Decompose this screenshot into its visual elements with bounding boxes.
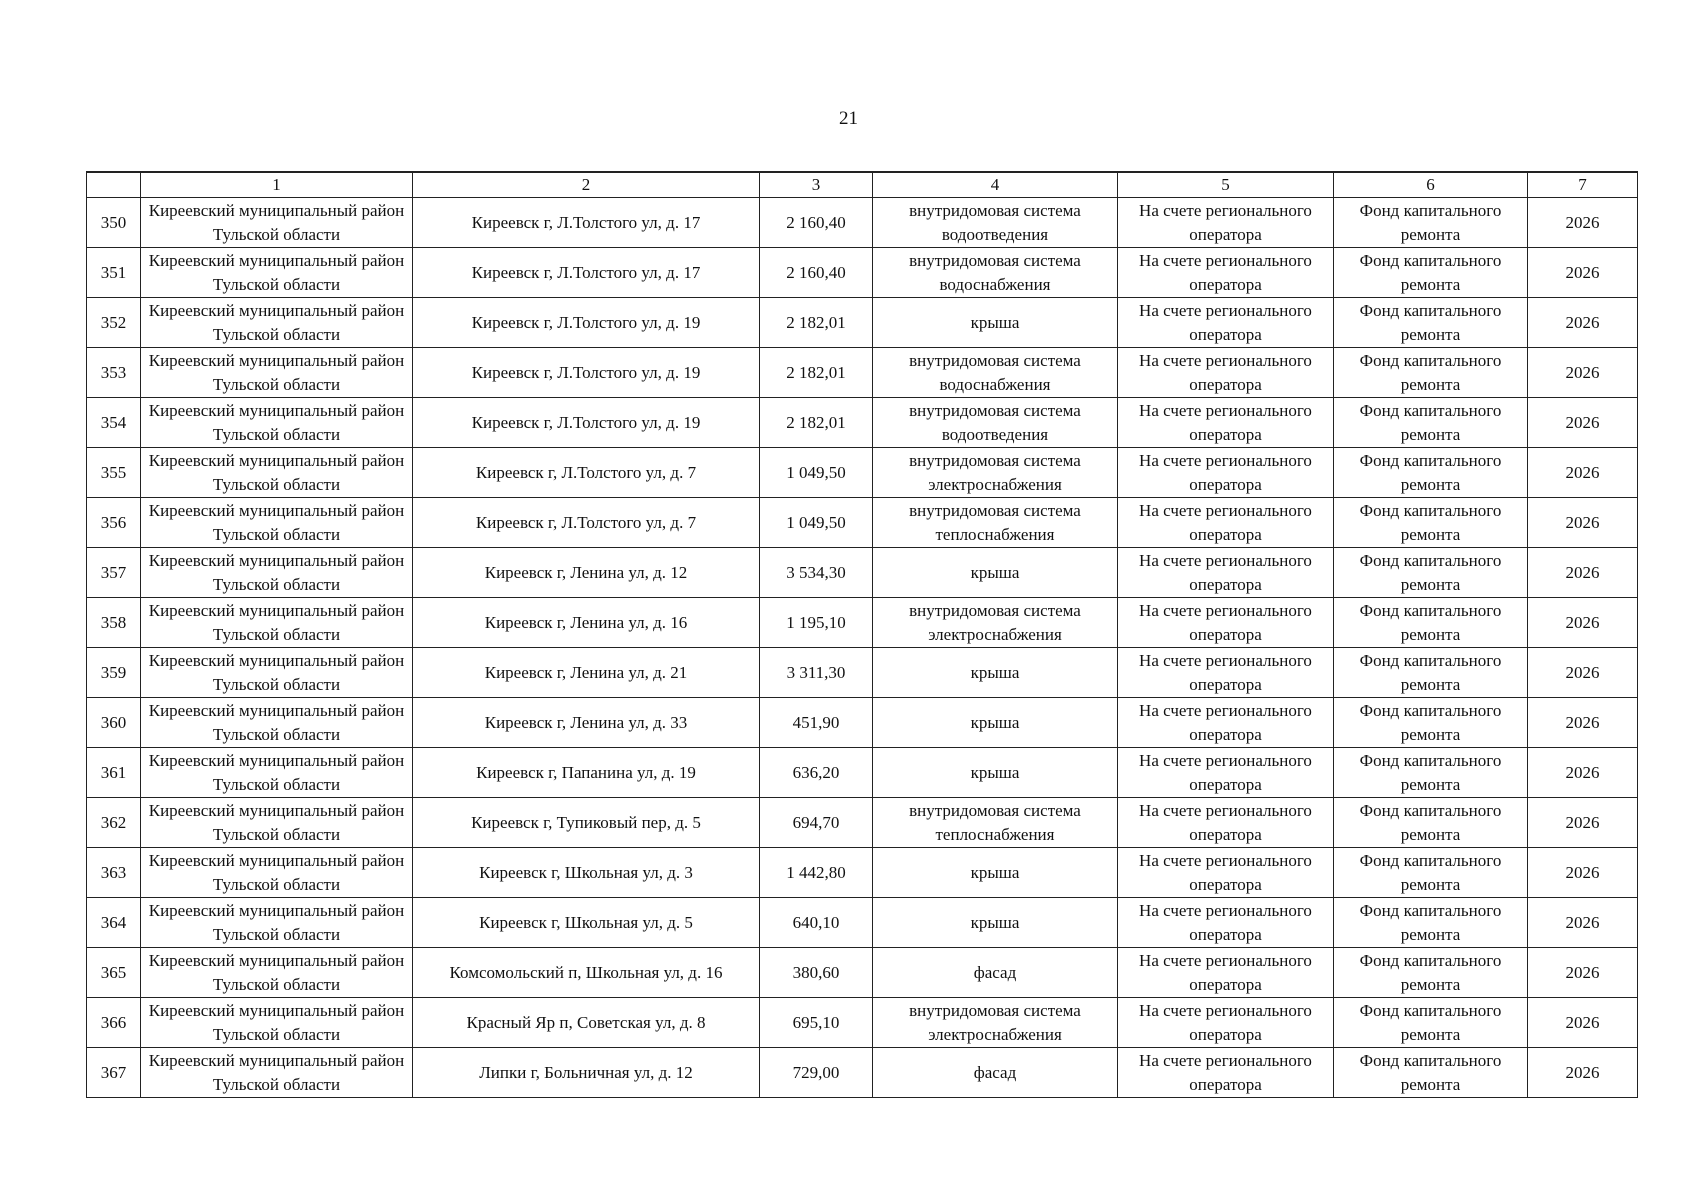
work-type-cell: внутридомовая система водоотведения <box>873 398 1118 448</box>
municipality-cell: Киреевский муниципальный район Тульской области <box>141 898 413 948</box>
work-type-cell: крыша <box>873 698 1118 748</box>
fund-account-cell: На счете регионального оператора <box>1118 498 1334 548</box>
table-row <box>87 698 1638 748</box>
row-number-cell: 352 <box>87 298 141 348</box>
municipality-cell: Киреевский муниципальный район Тульской области <box>141 198 413 248</box>
row-number-cell: 363 <box>87 848 141 898</box>
table-row <box>87 198 1638 248</box>
municipality-cell: Киреевский муниципальный район Тульской области <box>141 448 413 498</box>
address-cell: Красный Яр п, Советская ул, д. 8 <box>413 998 760 1048</box>
address-cell: Киреевск г, Ленина ул, д. 12 <box>413 548 760 598</box>
area-cell: 380,60 <box>760 948 873 998</box>
funding-source-cell: Фонд капитального ремонта <box>1334 998 1528 1048</box>
work-type-cell: фасад <box>873 1048 1118 1098</box>
row-number-cell: 360 <box>87 698 141 748</box>
municipality-cell: Киреевский муниципальный район Тульской области <box>141 548 413 598</box>
work-type-cell: фасад <box>873 948 1118 998</box>
area-cell: 3 534,30 <box>760 548 873 598</box>
table-row <box>87 748 1638 798</box>
year-cell: 2026 <box>1528 648 1638 698</box>
row-number-cell: 350 <box>87 198 141 248</box>
funding-source-cell: Фонд капитального ремонта <box>1334 848 1528 898</box>
funding-source-cell: Фонд капитального ремонта <box>1334 198 1528 248</box>
municipality-cell: Киреевский муниципальный район Тульской области <box>141 498 413 548</box>
area-cell: 2 160,40 <box>760 198 873 248</box>
table-row <box>87 998 1638 1048</box>
funding-source-cell: Фонд капитального ремонта <box>1334 298 1528 348</box>
table-row <box>87 598 1638 648</box>
row-number-cell: 355 <box>87 448 141 498</box>
address-cell: Киреевск г, Л.Толстого ул, д. 7 <box>413 448 760 498</box>
row-number-cell: 359 <box>87 648 141 698</box>
address-cell: Киреевск г, Ленина ул, д. 21 <box>413 648 760 698</box>
row-number-cell: 357 <box>87 548 141 598</box>
year-cell: 2026 <box>1528 548 1638 598</box>
municipality-cell: Киреевский муниципальный район Тульской области <box>141 398 413 448</box>
area-cell: 2 182,01 <box>760 298 873 348</box>
funding-source-cell: Фонд капитального ремонта <box>1334 548 1528 598</box>
funding-source-cell: Фонд капитального ремонта <box>1334 1048 1528 1098</box>
area-cell: 451,90 <box>760 698 873 748</box>
fund-account-cell: На счете регионального оператора <box>1118 898 1334 948</box>
work-type-cell: внутридомовая система водоснабжения <box>873 348 1118 398</box>
work-type-cell: крыша <box>873 898 1118 948</box>
area-cell: 694,70 <box>760 798 873 848</box>
year-cell: 2026 <box>1528 798 1638 848</box>
fund-account-cell: На счете регионального оператора <box>1118 848 1334 898</box>
address-cell: Комсомольский п, Школьная ул, д. 16 <box>413 948 760 998</box>
fund-account-cell: На счете регионального оператора <box>1118 448 1334 498</box>
area-cell: 640,10 <box>760 898 873 948</box>
area-cell: 1 442,80 <box>760 848 873 898</box>
fund-account-cell: На счете регионального оператора <box>1118 698 1334 748</box>
column-header-6: 6 <box>1334 172 1528 198</box>
year-cell: 2026 <box>1528 198 1638 248</box>
funding-source-cell: Фонд капитального ремонта <box>1334 898 1528 948</box>
municipality-cell: Киреевский муниципальный район Тульской области <box>141 648 413 698</box>
funding-source-cell: Фонд капитального ремонта <box>1334 348 1528 398</box>
fund-account-cell: На счете регионального оператора <box>1118 198 1334 248</box>
area-cell: 2 160,40 <box>760 248 873 298</box>
area-cell: 2 182,01 <box>760 398 873 448</box>
column-header-5: 5 <box>1118 172 1334 198</box>
year-cell: 2026 <box>1528 448 1638 498</box>
table-row <box>87 298 1638 348</box>
row-number-cell: 354 <box>87 398 141 448</box>
area-cell: 1 049,50 <box>760 498 873 548</box>
work-type-cell: крыша <box>873 298 1118 348</box>
fund-account-cell: На счете регионального оператора <box>1118 548 1334 598</box>
fund-account-cell: На счете регионального оператора <box>1118 948 1334 998</box>
funding-source-cell: Фонд капитального ремонта <box>1334 698 1528 748</box>
work-type-cell: крыша <box>873 848 1118 898</box>
funding-source-cell: Фонд капитального ремонта <box>1334 598 1528 648</box>
work-type-cell: внутридомовая система электроснабжения <box>873 448 1118 498</box>
row-number-cell: 364 <box>87 898 141 948</box>
area-cell: 1 195,10 <box>760 598 873 648</box>
area-cell: 695,10 <box>760 998 873 1048</box>
funding-source-cell: Фонд капитального ремонта <box>1334 398 1528 448</box>
year-cell: 2026 <box>1528 748 1638 798</box>
year-cell: 2026 <box>1528 248 1638 298</box>
row-number-cell: 367 <box>87 1048 141 1098</box>
work-type-cell: крыша <box>873 648 1118 698</box>
row-number-cell: 361 <box>87 748 141 798</box>
year-cell: 2026 <box>1528 398 1638 448</box>
funding-source-cell: Фонд капитального ремонта <box>1334 248 1528 298</box>
fund-account-cell: На счете регионального оператора <box>1118 748 1334 798</box>
table-row <box>87 648 1638 698</box>
municipality-cell: Киреевский муниципальный район Тульской области <box>141 298 413 348</box>
year-cell: 2026 <box>1528 598 1638 648</box>
address-cell: Липки г, Больничная ул, д. 12 <box>413 1048 760 1098</box>
table-row <box>87 348 1638 398</box>
column-header-1: 1 <box>141 172 413 198</box>
year-cell: 2026 <box>1528 698 1638 748</box>
work-type-cell: внутридомовая система теплоснабжения <box>873 798 1118 848</box>
municipality-cell: Киреевский муниципальный район Тульской области <box>141 948 413 998</box>
area-cell: 3 311,30 <box>760 648 873 698</box>
fund-account-cell: На счете регионального оператора <box>1118 1048 1334 1098</box>
fund-account-cell: На счете регионального оператора <box>1118 648 1334 698</box>
table-row <box>87 898 1638 948</box>
address-cell: Киреевск г, Л.Толстого ул, д. 17 <box>413 248 760 298</box>
column-header-7: 7 <box>1528 172 1638 198</box>
municipality-cell: Киреевский муниципальный район Тульской области <box>141 1048 413 1098</box>
municipality-cell: Киреевский муниципальный район Тульской области <box>141 598 413 648</box>
work-type-cell: внутридомовая система водоотведения <box>873 198 1118 248</box>
area-cell: 2 182,01 <box>760 348 873 398</box>
address-cell: Киреевск г, Папанина ул, д. 19 <box>413 748 760 798</box>
funding-source-cell: Фонд капитального ремонта <box>1334 798 1528 848</box>
fund-account-cell: На счете регионального оператора <box>1118 798 1334 848</box>
work-type-cell: крыша <box>873 748 1118 798</box>
year-cell: 2026 <box>1528 498 1638 548</box>
row-number-cell: 356 <box>87 498 141 548</box>
table-row <box>87 548 1638 598</box>
work-type-cell: внутридомовая система электроснабжения <box>873 598 1118 648</box>
address-cell: Киреевск г, Школьная ул, д. 5 <box>413 898 760 948</box>
table-row <box>87 948 1638 998</box>
year-cell: 2026 <box>1528 1048 1638 1098</box>
row-number-cell: 353 <box>87 348 141 398</box>
table-row <box>87 1048 1638 1098</box>
year-cell: 2026 <box>1528 848 1638 898</box>
fund-account-cell: На счете регионального оператора <box>1118 398 1334 448</box>
header-row <box>87 172 1638 198</box>
funding-source-cell: Фонд капитального ремонта <box>1334 948 1528 998</box>
address-cell: Киреевск г, Школьная ул, д. 3 <box>413 848 760 898</box>
table-row <box>87 848 1638 898</box>
year-cell: 2026 <box>1528 298 1638 348</box>
page-number: 21 <box>839 108 858 129</box>
address-cell: Киреевск г, Ленина ул, д. 33 <box>413 698 760 748</box>
work-type-cell: внутридомовая система теплоснабжения <box>873 498 1118 548</box>
municipality-cell: Киреевский муниципальный район Тульской области <box>141 798 413 848</box>
row-number-cell: 366 <box>87 998 141 1048</box>
fund-account-cell: На счете регионального оператора <box>1118 998 1334 1048</box>
table-row <box>87 798 1638 848</box>
funding-source-cell: Фонд капитального ремонта <box>1334 648 1528 698</box>
area-cell: 636,20 <box>760 748 873 798</box>
address-cell: Киреевск г, Л.Толстого ул, д. 17 <box>413 198 760 248</box>
address-cell: Киреевск г, Л.Толстого ул, д. 19 <box>413 398 760 448</box>
address-cell: Киреевск г, Л.Толстого ул, д. 7 <box>413 498 760 548</box>
table-body <box>87 198 1638 1098</box>
address-cell: Киреевск г, Тупиковый пер, д. 5 <box>413 798 760 848</box>
table-row <box>87 398 1638 448</box>
address-cell: Киреевск г, Ленина ул, д. 16 <box>413 598 760 648</box>
row-number-cell: 362 <box>87 798 141 848</box>
row-number-cell: 351 <box>87 248 141 298</box>
municipality-cell: Киреевский муниципальный район Тульской области <box>141 998 413 1048</box>
fund-account-cell: На счете регионального оператора <box>1118 598 1334 648</box>
work-type-cell: внутридомовая система водоснабжения <box>873 248 1118 298</box>
fund-account-cell: На счете регионального оператора <box>1118 348 1334 398</box>
year-cell: 2026 <box>1528 948 1638 998</box>
column-header-4: 4 <box>873 172 1118 198</box>
table-row <box>87 498 1638 548</box>
table-row <box>87 248 1638 298</box>
column-header-3: 3 <box>760 172 873 198</box>
address-cell: Киреевск г, Л.Толстого ул, д. 19 <box>413 348 760 398</box>
municipality-cell: Киреевский муниципальный район Тульской области <box>141 698 413 748</box>
work-type-cell: крыша <box>873 548 1118 598</box>
capital-repair-table <box>86 171 1638 1098</box>
area-cell: 1 049,50 <box>760 448 873 498</box>
table-header <box>87 172 1638 198</box>
funding-source-cell: Фонд капитального ремонта <box>1334 448 1528 498</box>
address-cell: Киреевск г, Л.Толстого ул, д. 19 <box>413 298 760 348</box>
year-cell: 2026 <box>1528 898 1638 948</box>
row-number-cell: 358 <box>87 598 141 648</box>
fund-account-cell: На счете регионального оператора <box>1118 298 1334 348</box>
column-header-2: 2 <box>413 172 760 198</box>
year-cell: 2026 <box>1528 998 1638 1048</box>
work-type-cell: внутридомовая система электроснабжения <box>873 998 1118 1048</box>
fund-account-cell: На счете регионального оператора <box>1118 248 1334 298</box>
funding-source-cell: Фонд капитального ремонта <box>1334 748 1528 798</box>
municipality-cell: Киреевский муниципальный район Тульской области <box>141 348 413 398</box>
row-number-cell: 365 <box>87 948 141 998</box>
area-cell: 729,00 <box>760 1048 873 1098</box>
funding-source-cell: Фонд капитального ремонта <box>1334 498 1528 548</box>
municipality-cell: Киреевский муниципальный район Тульской области <box>141 248 413 298</box>
municipality-cell: Киреевский муниципальный район Тульской области <box>141 748 413 798</box>
table-row <box>87 448 1638 498</box>
year-cell: 2026 <box>1528 348 1638 398</box>
municipality-cell: Киреевский муниципальный район Тульской области <box>141 848 413 898</box>
column-header-0 <box>87 172 141 198</box>
